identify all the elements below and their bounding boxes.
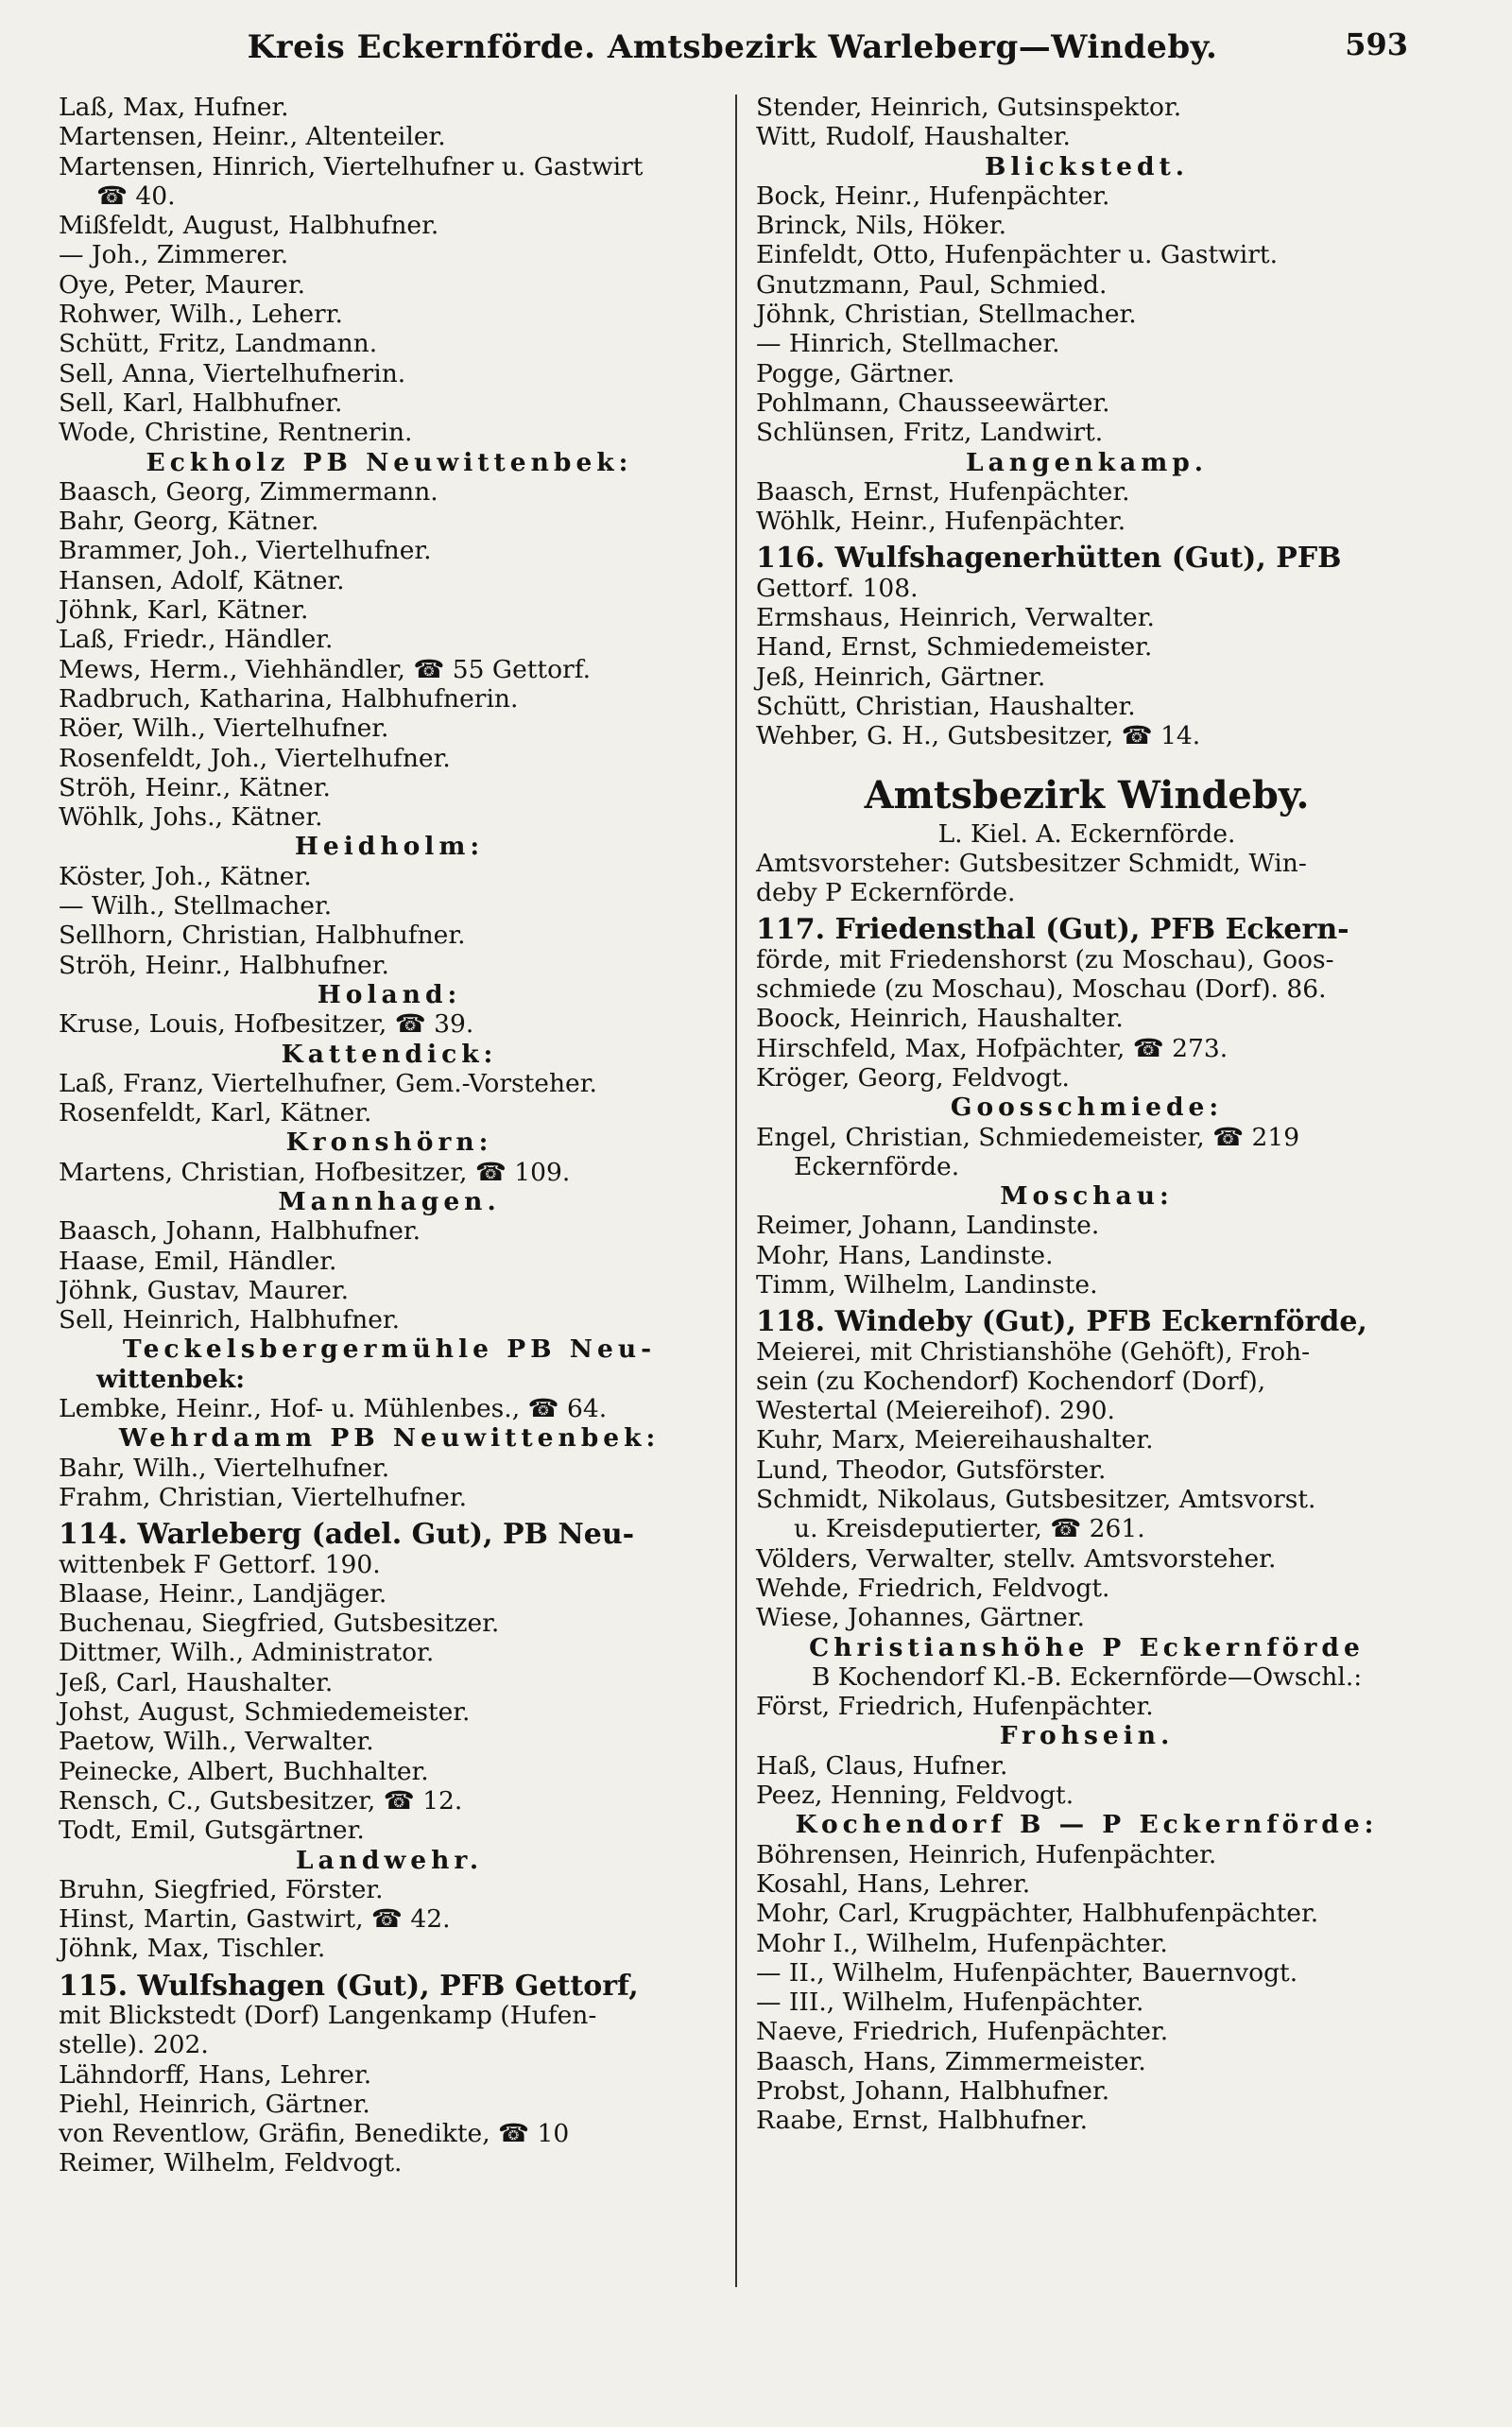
directory-line: — II., Wilhelm, Hufenpächter, Bauernvogt.: [756, 1957, 1298, 1988]
page-title: Kreis Eckernförde. Amtsbezirk Warleberg—Windeby.: [247, 28, 1218, 66]
directory-line: Rosenfeldt, Joh., Viertelhufner.: [59, 743, 451, 773]
directory-line: Lembke, Heinr., Hof- u. Mühlenbes., ☎ 64.: [59, 1394, 608, 1424]
directory-line: Sell, Anna, Viertelhufnerin.: [59, 358, 406, 388]
directory-line: Wehber, G. H., Gutsbesitzer, ☎ 14.: [756, 721, 1201, 751]
directory-line: — Joh., Zimmerer.: [59, 240, 289, 270]
directory-line: L. Kiel. A. Eckernförde.: [937, 818, 1236, 849]
directory-line: Peez, Henning, Feldvogt.: [756, 1781, 1074, 1811]
directory-line: Gnutzmann, Paul, Schmied.: [756, 269, 1108, 300]
directory-line: Mews, Herm., Viehhändler, ☎ 55 Gettorf.: [59, 654, 591, 684]
directory-line: Haase, Emil, Händler.: [59, 1246, 337, 1276]
directory-line: Schütt, Fritz, Landmann.: [59, 329, 378, 359]
directory-line: Hand, Ernst, Schmiedemeister.: [756, 632, 1153, 663]
page-number: 593: [1345, 26, 1408, 62]
directory-line: Köster, Joh., Kätner.: [59, 861, 312, 891]
directory-line: Mißfeldt, August, Halbhufner.: [59, 211, 439, 241]
directory-line: Sellhorn, Christian, Halbhufner.: [59, 921, 466, 951]
section-title: Amtsbezirk Windeby.: [864, 772, 1310, 818]
locality-heading: Holand:: [317, 979, 462, 1009]
directory-line: Reimer, Wilhelm, Feldvogt.: [59, 2148, 403, 2178]
directory-line: Jöhnk, Christian, Stellmacher.: [756, 300, 1137, 330]
directory-line: Hirschfeld, Max, Hofpächter, ☎ 273.: [756, 1033, 1228, 1063]
directory-line: Laß, Friedr., Händler.: [59, 625, 334, 655]
directory-line: Mohr, Hans, Landinste.: [756, 1240, 1054, 1270]
entry-heading: 118. Windeby (Gut), PFB Eckernförde,: [756, 1305, 1367, 1339]
directory-line: — Hinrich, Stellmacher.: [756, 329, 1060, 359]
directory-line: Baasch, Hans, Zimmermeister.: [756, 2046, 1146, 2076]
directory-line: Wode, Christine, Rentnerin.: [59, 418, 413, 448]
directory-line: Dittmer, Wilh., Administrator.: [59, 1638, 435, 1668]
directory-line: Witt, Rudolf, Haushalter.: [756, 122, 1071, 152]
directory-line: wittenbek:: [96, 1364, 246, 1394]
directory-line: Lund, Theodor, Gutsförster.: [756, 1454, 1107, 1485]
directory-line: Baasch, Georg, Zimmermann.: [59, 476, 438, 507]
directory-line: Wöhlk, Heinr., Hufenpächter.: [756, 507, 1126, 537]
directory-line: Bahr, Wilh., Viertelhufner.: [59, 1453, 390, 1483]
directory-line: Jöhnk, Gustav, Maurer.: [59, 1275, 350, 1305]
directory-line: Probst, Johann, Halbhufner.: [756, 2076, 1110, 2106]
directory-line: Peinecke, Albert, Buchhalter.: [59, 1756, 429, 1786]
locality-heading: Goosschmiede:: [950, 1093, 1224, 1123]
directory-line: Jeß, Heinrich, Gärtner.: [756, 662, 1046, 692]
directory-line: Naeve, Friedrich, Hufenpächter.: [756, 2017, 1169, 2047]
locality-heading: Mannhagen.: [278, 1186, 501, 1216]
directory-line: Martensen, Hinrich, Viertelhufner u. Gastwirt: [59, 151, 644, 181]
directory-line: Todt, Emil, Gutsgärtner.: [59, 1816, 365, 1846]
directory-line: Mohr, Carl, Krugpächter, Halbhufenpächter.: [756, 1899, 1319, 1929]
directory-line: Jöhnk, Max, Tischler.: [59, 1934, 326, 1964]
directory-line: Mohr I., Wilhelm, Hufenpächter.: [756, 1928, 1168, 1958]
directory-line: Wöhlk, Johs., Kätner.: [59, 802, 323, 833]
directory-line: Einfeldt, Otto, Hufenpächter u. Gastwirt.: [756, 240, 1278, 270]
locality-heading: Moschau:: [1000, 1181, 1174, 1212]
locality-heading: Wehrdamm PB Neuwittenbek:: [118, 1423, 661, 1454]
directory-line: Reimer, Johann, Landinste.: [756, 1211, 1100, 1241]
locality-heading: Landwehr.: [295, 1845, 484, 1875]
directory-line: Bock, Heinr., Hufenpächter.: [756, 181, 1110, 211]
entry-heading: 117. Friedensthal (Gut), PFB Eckern-: [756, 913, 1349, 947]
directory-line: Bruhn, Siegfried, Förster.: [59, 1874, 384, 1904]
directory-line: Kröger, Georg, Feldvogt.: [756, 1062, 1070, 1093]
directory-line: Johst, August, Schmiedemeister.: [59, 1697, 471, 1728]
directory-line: Först, Friedrich, Hufenpächter.: [756, 1692, 1154, 1722]
directory-line: Sell, Heinrich, Halbhufner.: [59, 1305, 401, 1335]
directory-line: Laß, Franz, Viertelhufner, Gem.-Vorsteher.: [59, 1068, 597, 1098]
directory-line: Meierei, mit Christianshöhe (Gehöft), Froh-: [756, 1336, 1311, 1367]
directory-line: Buchenau, Siegfried, Gutsbesitzer.: [59, 1609, 500, 1639]
directory-line: Kuhr, Marx, Meiereihaushalter.: [756, 1425, 1154, 1455]
directory-line: Oye, Peter, Maurer.: [59, 269, 306, 300]
directory-line: Westertal (Meiereihof). 290.: [756, 1396, 1115, 1426]
directory-line: u. Kreisdeputierter, ☎ 261.: [794, 1514, 1145, 1544]
directory-line: Blaase, Heinr., Landjäger.: [59, 1578, 387, 1609]
directory-line: Pogge, Gärtner.: [756, 358, 955, 388]
directory-line: Piehl, Heinrich, Gärtner.: [59, 2089, 370, 2119]
locality-heading: Teckelsbergermühle PB Neu-: [122, 1334, 657, 1365]
directory-line: Sell, Karl, Halbhufner.: [59, 387, 343, 418]
entry-heading: 115. Wulfshagen (Gut), PFB Gettorf,: [59, 1969, 639, 2003]
directory-line: Wehde, Friedrich, Feldvogt.: [756, 1573, 1110, 1603]
directory-line: Jeß, Carl, Haushalter.: [59, 1667, 334, 1697]
locality-heading: Langenkamp.: [965, 447, 1209, 477]
directory-line: Gettorf. 108.: [756, 573, 919, 603]
locality-heading: Heidholm:: [294, 832, 485, 862]
directory-line: sein (zu Kochendorf) Kochendorf (Dorf),: [756, 1366, 1266, 1396]
directory-line: mit Blickstedt (Dorf) Langenkamp (Hufen-: [59, 2001, 597, 2030]
directory-line: Stender, Heinrich, Gutsinspektor.: [756, 93, 1182, 122]
directory-line: Jöhnk, Karl, Kätner.: [59, 595, 309, 626]
directory-line: schmiede (zu Moschau), Moschau (Dorf). 86.: [756, 974, 1327, 1005]
left-column: [59, 93, 720, 2178]
directory-line: Frahm, Christian, Viertelhufner.: [59, 1482, 467, 1512]
directory-line: Hinst, Martin, Gastwirt, ☎ 42.: [59, 1904, 451, 1935]
directory-line: Amtsvorsteher: Gutsbesitzer Schmidt, Win-: [756, 848, 1307, 878]
directory-line: stelle). 202.: [59, 2030, 209, 2060]
directory-line: Baasch, Ernst, Hufenpächter.: [756, 476, 1130, 507]
directory-line: Raabe, Ernst, Halbhufner.: [756, 2106, 1089, 2136]
directory-line: Hansen, Adolf, Kätner.: [59, 565, 345, 595]
directory-line: Eckernförde.: [794, 1151, 960, 1181]
locality-heading: Kronshörn:: [285, 1127, 493, 1158]
directory-line: Kosahl, Hans, Lehrer.: [756, 1868, 1031, 1899]
directory-line: Rosenfeldt, Karl, Kätner.: [59, 1098, 372, 1128]
directory-line: Martensen, Heinr., Altenteiler.: [59, 122, 446, 152]
directory-line: Rensch, C., Gutsbesitzer, ☎ 12.: [59, 1785, 463, 1816]
directory-line: wittenbek F Gettorf. 190.: [59, 1549, 381, 1579]
directory-line: Radbruch, Katharina, Halbhufnerin.: [59, 683, 519, 714]
directory-line: — Wilh., Stellmacher.: [59, 891, 333, 921]
directory-line: Kruse, Louis, Hofbesitzer, ☎ 39.: [59, 1009, 474, 1040]
directory-line: Paetow, Wilh., Verwalter.: [59, 1727, 374, 1757]
right-column: [756, 93, 1418, 2136]
directory-line: Brammer, Joh., Viertelhufner.: [59, 536, 432, 566]
directory-line: von Reventlow, Gräfin, Benedikte, ☎ 10: [59, 2119, 570, 2149]
locality-heading: Kochendorf B — P Eckernförde:: [795, 1810, 1379, 1840]
locality-heading: Eckholz PB Neuwittenbek:: [146, 447, 633, 477]
directory-line: deby P Eckernförde.: [756, 878, 1016, 908]
directory-line: Ströh, Heinr., Kätner.: [59, 772, 331, 802]
directory-line: Völders, Verwalter, stellv. Amtsvorsteher.: [756, 1543, 1277, 1574]
directory-line: Haß, Claus, Hufner.: [756, 1750, 1008, 1781]
directory-line: Böhrensen, Heinrich, Hufenpächter.: [756, 1839, 1217, 1869]
directory-line: Timm, Wilhelm, Landinste.: [756, 1269, 1098, 1300]
directory-line: Bahr, Georg, Kätner.: [59, 507, 319, 537]
column-divider: [735, 95, 737, 2287]
directory-line: Ströh, Heinr., Halbhufner.: [59, 950, 389, 980]
locality-heading: Frohsein.: [999, 1721, 1175, 1751]
directory-line: Ermshaus, Heinrich, Verwalter.: [756, 603, 1155, 633]
directory-line: — III., Wilhelm, Hufenpächter.: [756, 1988, 1144, 2018]
entry-heading: 116. Wulfshagenerhütten (Gut), PFB: [756, 542, 1342, 576]
directory-line: Röer, Wilh., Viertelhufner.: [59, 714, 389, 744]
directory-line: Engel, Christian, Schmiedemeister, ☎ 219: [756, 1122, 1300, 1152]
directory-line: Pohlmann, Chausseewärter.: [756, 387, 1110, 418]
locality-heading: Blickstedt.: [984, 151, 1190, 181]
directory-line: Baasch, Johann, Halbhufner.: [59, 1216, 421, 1247]
directory-line: Brinck, Nils, Höker.: [756, 211, 1006, 241]
page-header: [57, 23, 1408, 79]
locality-heading: Christianshöhe P Eckernförde: [809, 1632, 1365, 1662]
directory-line: Martens, Christian, Hofbesitzer, ☎ 109.: [59, 1157, 571, 1187]
directory-line: Schlünsen, Fritz, Landwirt.: [756, 418, 1104, 448]
directory-line: Rohwer, Wilh., Leherr.: [59, 300, 343, 330]
directory-line: Lähndorff, Hans, Lehrer.: [59, 2059, 372, 2090]
directory-line: Laß, Max, Hufner.: [59, 93, 289, 122]
locality-heading: Kattendick:: [281, 1039, 498, 1069]
directory-line: B Kochendorf Kl.-B. Eckernförde—Owschl.:: [811, 1661, 1363, 1692]
directory-line: Schütt, Christian, Haushalter.: [756, 691, 1136, 721]
directory-line: förde, mit Friedenshorst (zu Moschau), Goos-: [756, 944, 1334, 974]
directory-line: Boock, Heinrich, Haushalter.: [756, 1004, 1124, 1034]
entry-heading: 114. Warleberg (adel. Gut), PB Neu-: [59, 1518, 635, 1552]
directory-line: Schmidt, Nikolaus, Gutsbesitzer, Amtsvorst.: [756, 1485, 1316, 1515]
directory-line: ☎ 40.: [96, 181, 176, 211]
directory-line: Wiese, Johannes, Gärtner.: [756, 1603, 1085, 1633]
